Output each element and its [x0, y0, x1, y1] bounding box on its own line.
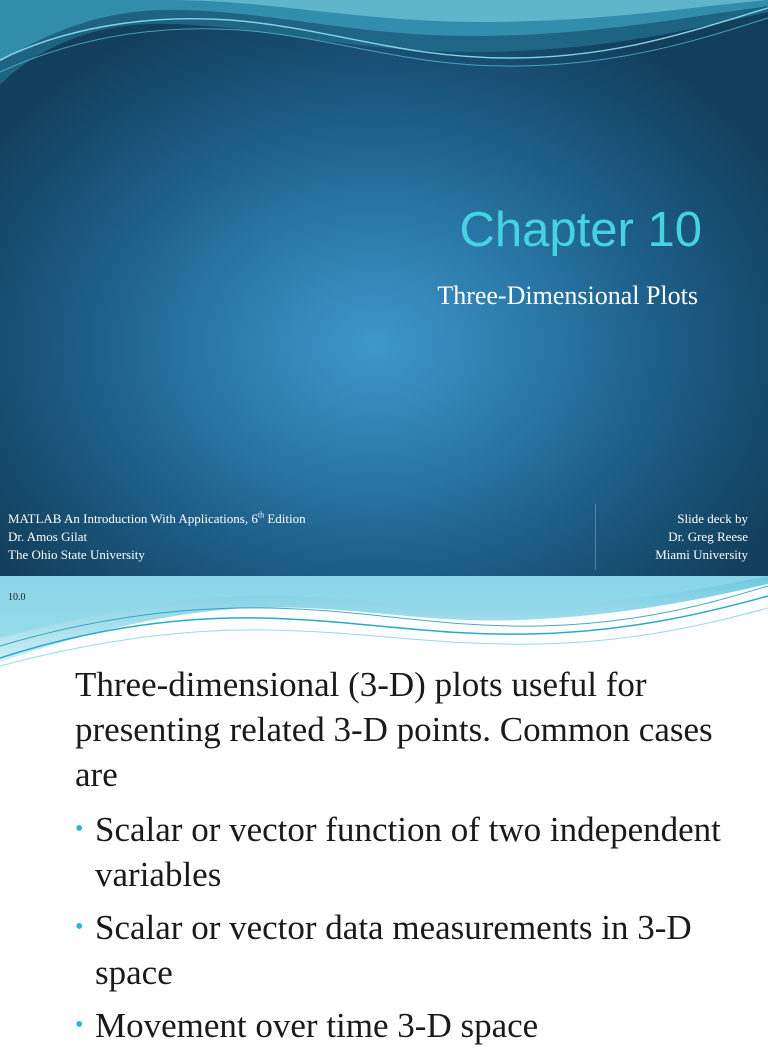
bullet-text: Movement over time 3-D space	[95, 1006, 539, 1045]
edition-superscript: th	[257, 510, 265, 520]
credits-institution: Miami University	[655, 547, 748, 562]
bullet-list	[75, 807, 725, 1048]
intro-paragraph: Three-dimensional (3-D) plots useful for presenting related 3-D points. Common cases are	[75, 665, 713, 794]
book-title: MATLAB An Introduction With Applications, 6	[8, 511, 258, 526]
book-title-line	[8, 510, 306, 528]
slide-body	[75, 662, 725, 1056]
list-item	[75, 1003, 725, 1048]
content-wave-decoration	[0, 576, 768, 676]
list-item	[75, 905, 725, 995]
bullet-icon: •	[75, 816, 84, 842]
footer-divider	[595, 504, 596, 570]
chapter-title: Chapter 10	[459, 203, 702, 257]
book-edition-suffix: Edition	[264, 511, 306, 526]
book-institution: The Ohio State University	[8, 547, 145, 562]
bullet-icon: •	[75, 914, 84, 940]
book-info	[8, 510, 306, 564]
slide-credits	[655, 510, 748, 564]
bullet-text: Scalar or vector data measurements in 3-D space	[95, 908, 692, 992]
book-author: Dr. Amos Gilat	[8, 529, 88, 544]
bullet-text: Scalar or vector function of two independent variables	[95, 810, 721, 894]
chapter-subtitle: Three-Dimensional Plots	[437, 281, 698, 310]
list-item	[75, 807, 725, 897]
content-slide	[0, 576, 768, 1045]
credits-author: Dr. Greg Reese	[668, 529, 748, 544]
header-wave-decoration	[0, 0, 768, 120]
credits-label: Slide deck by	[677, 511, 748, 526]
bullet-icon: •	[75, 1012, 84, 1038]
slide-number: 10.0	[8, 592, 26, 603]
